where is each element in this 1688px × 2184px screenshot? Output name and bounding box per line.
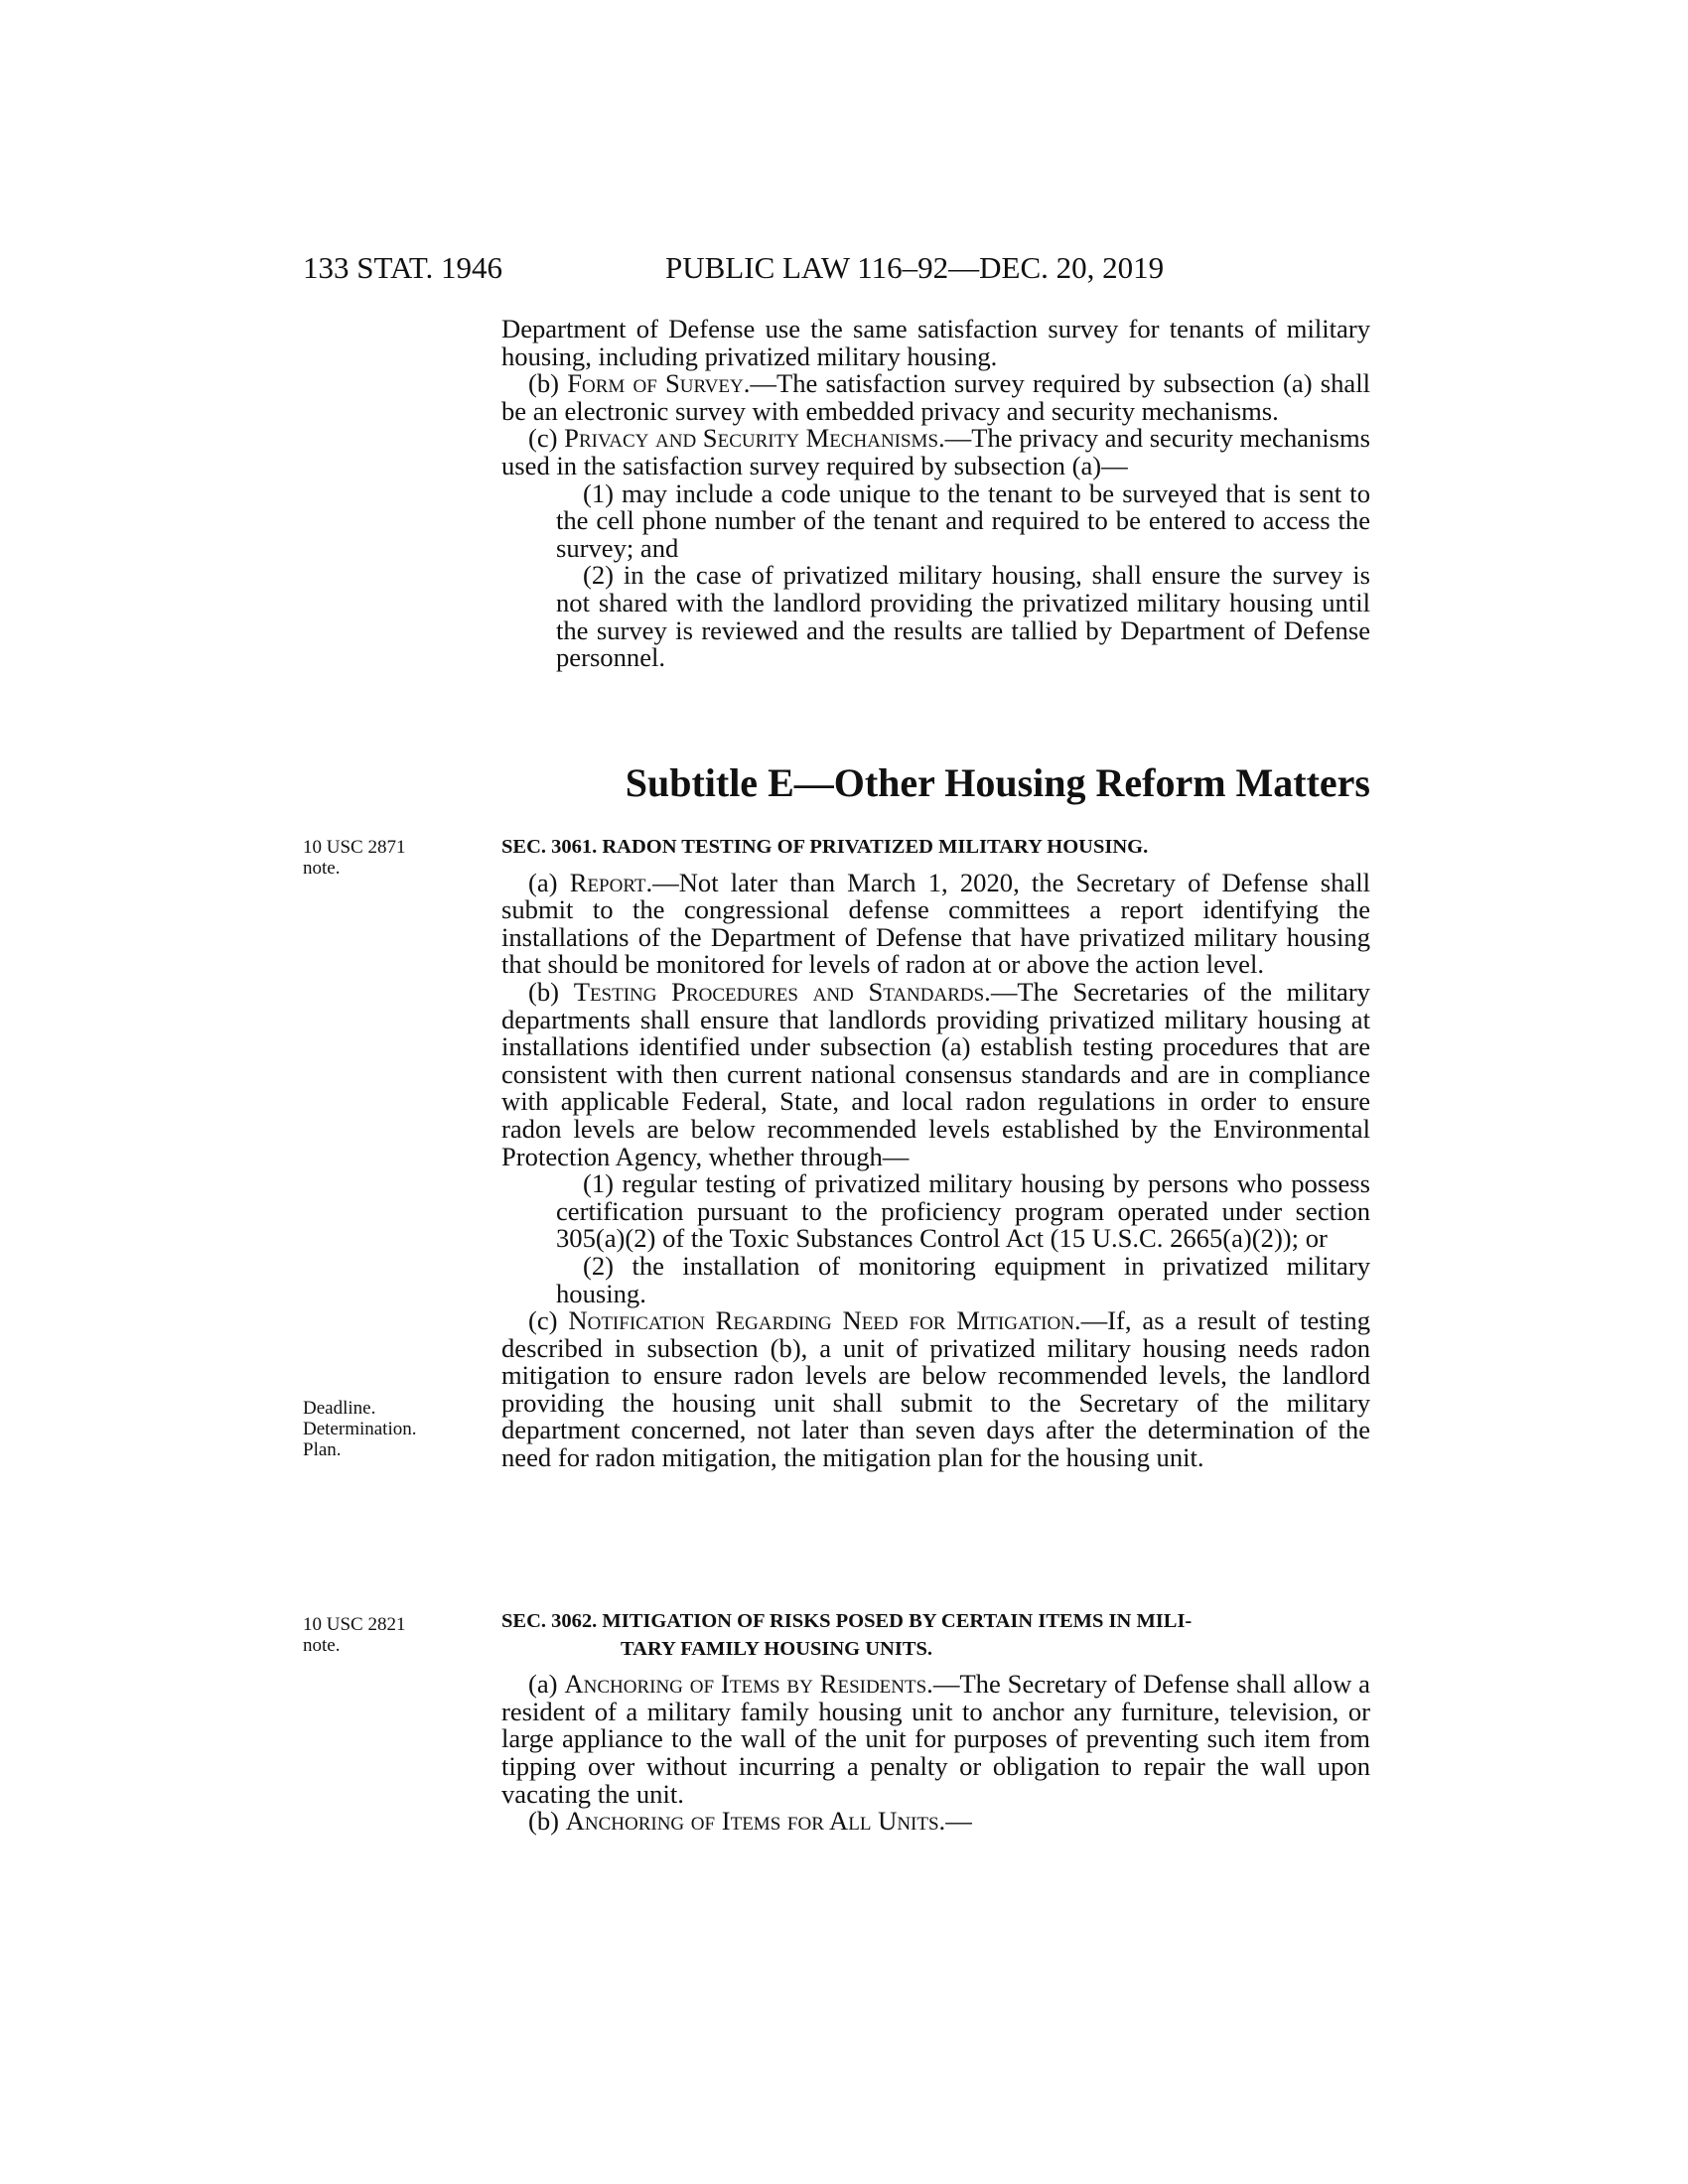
section-heading: SEC. 3062. MITIGATION OF RISKS POSED BY CERTAIN ITEMS IN MILI- TARY FAMILY HOUSING UNITS. — [501, 1610, 1193, 1660]
paragraph-item-1: (1) regular testing of privatized military housing by persons who possess certification pursuant to the proficiency program operated under section 305(a)(2) of the Toxic Substances Control Act (15 U.S.C. 2665(a)(2)); or — [556, 1168, 1370, 1254]
paragraph-item-2: (2) the installation of monitoring equipment in privatized military housing. — [556, 1250, 1370, 1308]
page-header — [0, 248, 1688, 288]
subsection-heading: Notification Regarding Need for Mitigation. — [568, 1305, 1081, 1336]
section-heading: SEC. 3061. RADON TESTING OF PRIVATIZED MILITARY HOUSING. — [501, 836, 1149, 858]
section-3062 — [501, 1608, 1370, 1836]
paragraph-item-2: (2) in the case of privatized military housing, shall ensure the survey is not shared with the landlord providing the privatized military housing until the survey is reviewed and the results are tallied by Department of Defense personnel. — [556, 560, 1370, 673]
subsection-c-privacy-security: (c) Privacy and Security Mechanisms.—The privacy and security mechanisms used in the satisfaction survey required by subsection (a)— — [501, 423, 1370, 480]
subsection-heading: Anchoring of Items for All Units. — [565, 1806, 946, 1837]
margin-note-deadline: Deadline. Determination. Plan. — [303, 1398, 417, 1460]
margin-note-usc-2821: 10 USC 2821 note. — [303, 1614, 406, 1656]
survey-continuation-block — [501, 316, 1370, 672]
subsection-c-notification: (c) Notification Regarding Need for Mitigation.—If, as a result of testing described in subsection (b), a unit of privatized military housing needs radon mitigation to ensure radon levels are below recommended levels, the landlord providing the housing unit shall submit to the Secretary of the military department concerned, not later than seven days after the determination of the need for radon mitigation, the mitigation plan for the housing unit. — [501, 1305, 1370, 1473]
subsection-heading: Report. — [569, 867, 653, 897]
law-citation: PUBLIC LAW 116–92—DEC. 20, 2019 — [665, 250, 1165, 285]
paragraph-item-1: (1) may include a code unique to the tenant to be surveyed that is sent to the cell phone number of the tenant and required to be entered to access the survey; and — [556, 478, 1370, 563]
stat-citation: 133 STAT. 1946 — [303, 250, 503, 285]
section-3061 — [501, 834, 1370, 1472]
subsection-b-anchoring-all-units: (b) Anchoring of Items for All Units.— — [528, 1806, 972, 1837]
subsection-heading: Anchoring of Items by Residents. — [564, 1669, 933, 1700]
subsection-heading: Testing Procedures and Standards. — [573, 976, 991, 1007]
paragraph-continued: Department of Defense use the same satisfaction survey for tenants of military housing, including privatized military housing. — [501, 314, 1370, 371]
subsection-heading: Form of Survey. — [567, 368, 751, 399]
subsection-heading: Privacy and Security Mechanisms. — [564, 423, 945, 454]
margin-note-usc-2871: 10 USC 2871 note. — [303, 837, 406, 879]
subsection-b-form-of-survey: (b) Form of Survey.—The satisfaction survey required by subsection (a) shall be an electronic survey with embedded privacy and security mechanisms. — [501, 368, 1370, 426]
subsection-a-report: (a) Report.—Not later than March 1, 2020, the Secretary of Defense shall submit to the congressional defense committees a report identifying the installations of the Department of Defense that have privatized military housing that should be monitored for levels of radon at or above the action level. — [501, 867, 1370, 980]
subsection-a-anchoring-residents: (a) Anchoring of Items by Residents.—The Secretary of Defense shall allow a resident of a military family housing unit to anchor any furniture, television, or large appliance to the wall of the unit for purposes of preventing such item from tipping over without incurring a penalty or obligation to repair the wall upon vacating the unit. — [501, 1669, 1370, 1809]
subsection-b-testing: (b) Testing Procedures and Standards.—The Secretaries of the military departments shall ensure that landlords providing privatized military housing at installations identified under subsection (a) establish testing procedures that are consistent with then current national consensus standards and are in compliance with applicable Federal, State, and local radon regulations in order to ensure radon levels are below recommended levels established by the Environmental Protection Agency, whether through— — [501, 976, 1370, 1171]
subtitle-heading: Subtitle E—Other Housing Reform Matters — [625, 760, 1370, 805]
